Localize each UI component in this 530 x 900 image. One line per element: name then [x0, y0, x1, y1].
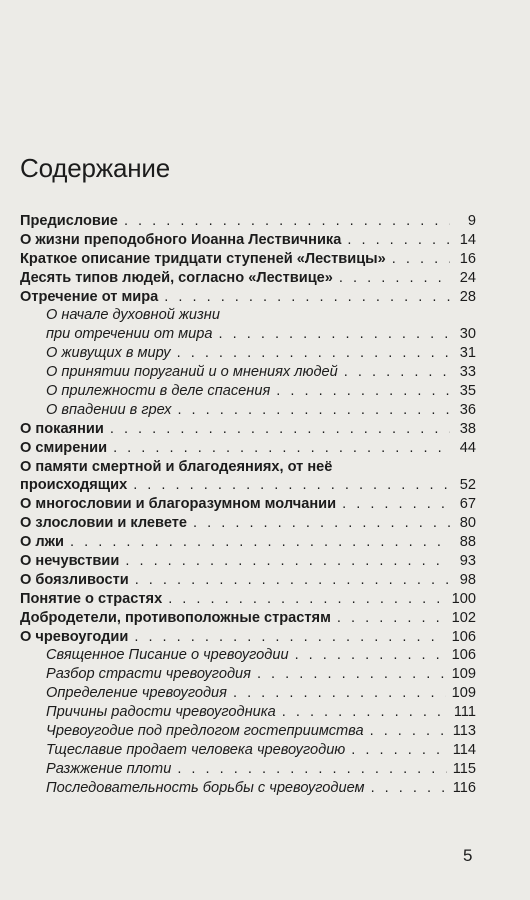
toc-entry-page: 33: [459, 364, 476, 381]
toc-dot-leader: [133, 476, 450, 495]
toc-entry-page: 106: [451, 647, 476, 664]
toc-dot-leader: [257, 665, 446, 684]
toc-entry-page: 116: [452, 779, 476, 796]
toc-entry-title: О начале духовной жизни: [46, 307, 220, 324]
toc-dot-leader: [124, 212, 450, 231]
toc-entry-title: Причины радости чревоугодника: [46, 704, 276, 721]
toc-entry-title: О чревоугодии: [20, 628, 129, 645]
toc-entry-title: Священное Писание о чревоугодии: [46, 647, 289, 664]
toc-entry: [20, 665, 476, 684]
toc-entry-title: Определение чревоугодия: [46, 685, 227, 702]
toc-dot-leader: [135, 571, 450, 590]
toc-entry-page: 109: [451, 685, 476, 702]
toc-entry: [20, 779, 476, 798]
page-title: Содержание: [20, 153, 170, 183]
toc-entry-title: Тщеславие продает человека чревоугодию: [46, 741, 346, 758]
toc-entry-title: Предисловие: [20, 213, 118, 229]
toc-entry: [20, 552, 476, 571]
toc-dot-leader: [337, 609, 446, 628]
toc-entry: [20, 439, 476, 458]
toc-dot-leader: [177, 401, 450, 420]
toc-entry-title: Последовательность борьбы с чревоугодием: [46, 779, 365, 796]
toc-dot-leader: [282, 703, 448, 722]
toc-entry: [20, 458, 476, 477]
toc-entry-title: Понятие о страстях: [20, 590, 163, 607]
toc-entry-page: 67: [459, 496, 476, 513]
toc-entry-page: 98: [459, 571, 476, 588]
toc-entry: [20, 495, 476, 514]
toc-entry: [20, 382, 476, 401]
toc-entry-title: О нечувствии: [20, 553, 120, 570]
toc-entry-title: Краткое описание тридцати ступеней «Лествицы»: [20, 250, 386, 267]
toc-entry-title: О злословии и клевете: [20, 515, 188, 532]
toc-dot-leader: [113, 439, 450, 458]
toc-entry-page: 36: [459, 401, 476, 418]
toc-dot-leader: [177, 760, 446, 779]
toc-entry-page: 106: [451, 628, 476, 645]
toc-entry: [20, 722, 476, 741]
toc-entry-page: 16: [459, 250, 476, 267]
toc-dot-leader: [193, 514, 450, 533]
toc-dot-leader: [134, 628, 445, 647]
toc-entry-page: 24: [459, 269, 476, 286]
toc-entry: [20, 590, 476, 609]
toc-dot-leader: [370, 722, 447, 741]
toc-entry-title: О впадении в грех: [46, 401, 172, 418]
toc-dot-leader: [219, 325, 450, 344]
toc-entry-page: 31: [459, 345, 476, 362]
toc-entry: [20, 401, 476, 420]
toc-entry-title: О принятии поруганий и о мнениях людей: [46, 364, 338, 381]
toc-entry-page: 100: [451, 590, 476, 607]
toc-entry-title: Разжжение плоти: [46, 760, 172, 777]
toc-entry: [20, 609, 476, 628]
toc-entry-page: 38: [459, 420, 476, 437]
toc-entry-page: 113: [452, 723, 476, 740]
toc-entry-page: 14: [459, 231, 476, 248]
toc-dot-leader: [110, 420, 450, 439]
toc-dot-leader: [344, 363, 450, 382]
toc-entry-title: О живущих в миру: [46, 345, 171, 362]
toc-dot-leader: [168, 590, 445, 609]
toc-entry: [20, 212, 476, 231]
toc-dot-leader: [164, 288, 450, 307]
toc-entry-page: 114: [452, 741, 476, 758]
toc-entry-title: Разбор страсти чревоугодия: [46, 666, 251, 683]
toc-entry-page: 109: [451, 666, 476, 683]
toc-entry-title: Добродетели, противоположные страстям: [20, 609, 331, 626]
table-of-contents: [20, 212, 476, 798]
toc-entry-title: Чревоугодие под предлогом гостеприимства: [46, 723, 364, 740]
toc-entry: [20, 325, 476, 344]
toc-entry-title: Отречение от мира: [20, 288, 159, 305]
toc-entry-title: О покаянии: [20, 420, 104, 437]
toc-entry-page: 88: [459, 534, 476, 551]
toc-entry-title: О памяти смертной и благодеяниях, от неё: [20, 458, 333, 475]
toc-dot-leader: [70, 533, 450, 552]
toc-dot-leader: [295, 646, 446, 665]
toc-dot-leader: [392, 250, 450, 269]
toc-entry: [20, 514, 476, 533]
toc-entry-page: 52: [459, 477, 476, 494]
toc-dot-leader: [371, 779, 447, 798]
toc-entry: [20, 684, 476, 703]
toc-entry: [20, 250, 476, 269]
toc-entry-page: 80: [459, 515, 476, 532]
toc-entry: [20, 571, 476, 590]
toc-entry-title: О многословии и благоразумном молчании: [20, 496, 337, 513]
toc-entry-title: О лжи: [20, 534, 64, 551]
toc-entry-page: 35: [459, 383, 476, 400]
toc-dot-leader: [351, 741, 446, 760]
toc-entry-page: 28: [459, 288, 476, 305]
toc-entry: [20, 703, 476, 722]
page-number: 5: [463, 846, 473, 865]
toc-entry-title: О жизни преподобного Иоанна Лествичника: [20, 231, 342, 248]
toc-entry-page: 44: [459, 439, 476, 456]
toc-entry: [20, 646, 476, 665]
toc-entry-page: 30: [459, 326, 476, 343]
toc-entry: [20, 306, 476, 325]
toc-entry-page: 115: [452, 760, 476, 777]
toc-entry-page: 93: [459, 553, 476, 570]
toc-entry-page: 102: [451, 609, 476, 626]
toc-entry-page: 111: [453, 704, 476, 721]
toc-entry: [20, 476, 476, 495]
toc-entry: [20, 288, 476, 307]
toc-entry: [20, 741, 476, 760]
toc-dot-leader: [125, 552, 450, 571]
toc-entry-title: происходящих: [20, 477, 128, 494]
toc-entry-page: 9: [467, 213, 476, 229]
toc-entry: [20, 628, 476, 647]
toc-dot-leader: [276, 382, 450, 401]
toc-entry: [20, 533, 476, 552]
toc-dot-leader: [177, 344, 450, 363]
toc-entry: [20, 363, 476, 382]
toc-dot-leader: [347, 231, 450, 250]
toc-entry-title: О боязливости: [20, 571, 129, 588]
toc-entry: [20, 269, 476, 288]
toc-entry: [20, 231, 476, 250]
toc-dot-leader: [342, 495, 450, 514]
toc-dot-leader: [339, 269, 450, 288]
toc-entry-title: О прилежности в деле спасения: [46, 383, 271, 400]
toc-entry: [20, 344, 476, 363]
toc-entry: [20, 420, 476, 439]
toc-dot-leader: [233, 684, 446, 703]
toc-entry-title: О смирении: [20, 439, 108, 456]
toc-entry-title: при отречении от мира: [46, 326, 213, 343]
toc-entry-title: Десять типов людей, согласно «Лествице»: [20, 269, 333, 286]
toc-entry: [20, 760, 476, 779]
